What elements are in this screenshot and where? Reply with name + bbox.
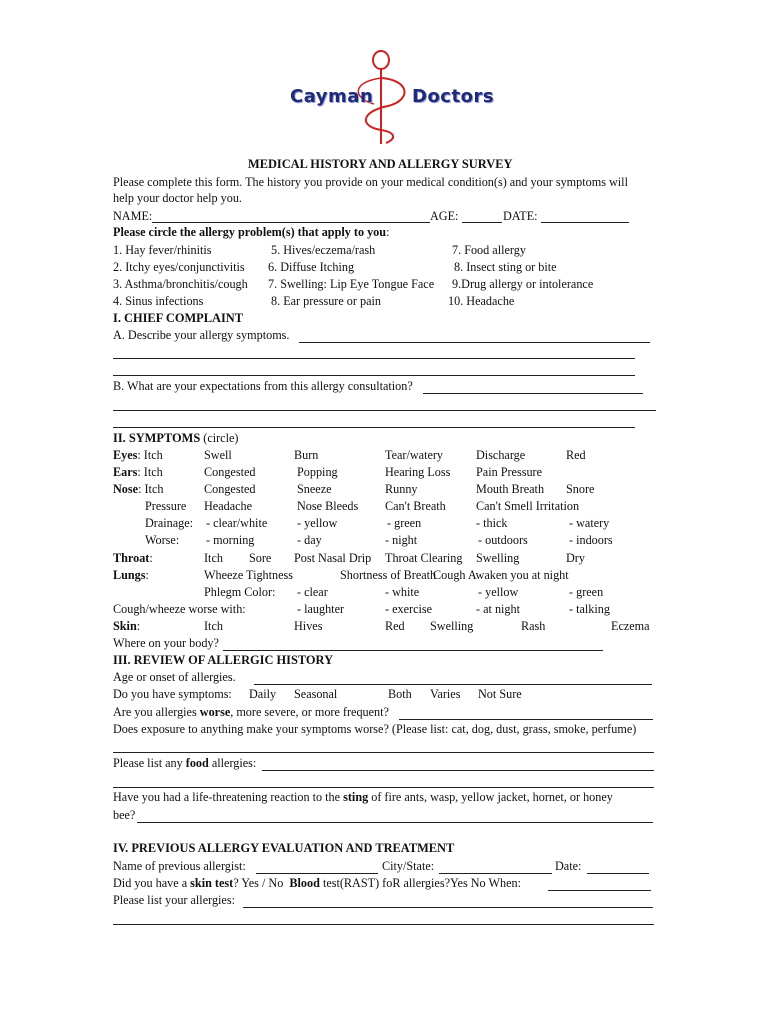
symptom-option[interactable]: - green — [387, 516, 422, 530]
describe-symptoms-field-line[interactable] — [113, 375, 635, 376]
throat-colon: : — [149, 551, 153, 565]
lungs-colon: : — [145, 568, 149, 582]
symptom-option[interactable]: Itch — [204, 619, 223, 633]
blood-test-bold: Blood — [289, 876, 320, 890]
symptom-option[interactable]: Swelling — [430, 619, 474, 633]
symptom-option[interactable]: Red — [566, 448, 586, 462]
name-label: NAME: — [113, 209, 153, 223]
list-allergies-field[interactable] — [243, 907, 653, 908]
food-allergies-label — [113, 756, 256, 771]
allergy-problem-option[interactable]: 7. Swelling: Lip Eye Tongue Face — [268, 277, 435, 291]
symptom-option[interactable]: Red — [385, 619, 405, 633]
worse-question-bold: worse — [199, 705, 231, 719]
food-allergies-field[interactable] — [262, 770, 654, 771]
page-title: MEDICAL HISTORY AND ALLERGY SURVEY — [248, 157, 513, 171]
skin-label: Skin — [113, 619, 137, 633]
date-label: DATE: — [503, 209, 538, 223]
symptom-option[interactable]: Shortness of Breath — [340, 568, 437, 582]
eyes-label: Eyes — [113, 448, 138, 462]
symptom-option[interactable]: Can't Smell Irritation — [476, 499, 580, 513]
symptom-option[interactable]: - exercise — [385, 602, 433, 616]
symptom-option[interactable]: - clear — [297, 585, 328, 599]
nose-row-label — [113, 482, 163, 497]
allergy-prompt — [113, 225, 389, 240]
food-allergies-field-line[interactable] — [113, 787, 654, 788]
allergy-problem-option[interactable]: 8. Insect sting or bite — [454, 260, 557, 274]
age-onset-label: Age or onset of allergies. — [113, 670, 236, 684]
symptom-option[interactable]: - indoors — [569, 533, 613, 547]
describe-symptoms-label: A. Describe your allergy symptoms. — [113, 328, 290, 342]
symptom-option[interactable]: : Itch — [138, 482, 164, 496]
symptom-option[interactable]: Can't Breath — [385, 499, 446, 513]
frequency-option[interactable]: Not Sure — [478, 687, 522, 701]
sting-question-post: of fire ants, wasp, yellow jacket, hornet, or honey — [368, 790, 613, 804]
allergy-problem-option[interactable]: 8. Ear pressure or pain — [271, 294, 381, 308]
allergy-problem-option[interactable]: 6. Diffuse Itching — [268, 260, 355, 274]
symptom-option[interactable]: - yellow — [478, 585, 519, 599]
lungs-label: Lungs — [113, 568, 146, 582]
worse-question — [113, 705, 389, 720]
age-field[interactable] — [462, 222, 502, 223]
frequency-option[interactable]: Daily — [249, 687, 277, 701]
symptom-option[interactable]: Swelling — [476, 551, 520, 565]
list-allergies-label: Please list your allergies: — [113, 893, 235, 907]
previous-date-label: Date: — [555, 859, 582, 873]
symptom-option[interactable]: Mouth Breath — [476, 482, 545, 496]
allergy-problem-option[interactable]: 4. Sinus infections — [113, 294, 204, 308]
allergy-problem-option[interactable]: 10. Headache — [448, 294, 515, 308]
describe-symptoms-field-line[interactable] — [113, 358, 635, 359]
blood-test-when-field[interactable] — [548, 890, 651, 891]
symptom-option[interactable]: Hearing Loss — [385, 465, 451, 479]
have-symptoms-label: Do you have symptoms: — [113, 687, 232, 701]
ears-row-label — [113, 465, 163, 480]
symptom-option[interactable]: Burn — [294, 448, 319, 462]
frequency-option[interactable]: Seasonal — [294, 687, 338, 701]
previous-eval-heading: IV. PREVIOUS ALLERGY EVALUATION AND TREATMENT — [113, 841, 455, 855]
age-label: AGE: — [430, 209, 459, 223]
symptom-option[interactable]: - yellow — [297, 516, 338, 530]
symptom-option[interactable]: Nose Bleeds — [297, 499, 359, 513]
throat-label: Throat — [113, 551, 150, 565]
sting-question-bold: sting — [343, 790, 369, 804]
phlegm-label: Phlegm Color: — [204, 585, 276, 599]
symptom-option[interactable]: Post Nasal Drip — [294, 551, 372, 565]
sting-question-pre: Have you had a life-threatening reaction to the — [113, 790, 344, 804]
previous-allergist-field[interactable] — [256, 873, 378, 874]
throat-row-label — [113, 551, 153, 566]
age-onset-field[interactable] — [254, 684, 652, 685]
symptom-option[interactable]: Runny — [385, 482, 418, 496]
symptoms-heading — [113, 431, 238, 446]
symptom-option[interactable]: Congested — [204, 465, 256, 479]
symptom-option[interactable]: Cough Awaken you at night — [433, 568, 569, 582]
skin-colon: : — [136, 619, 141, 633]
describe-symptoms-field[interactable] — [299, 342, 650, 343]
allergy-prompt-colon: : — [386, 225, 390, 239]
ears-label: Ears — [113, 465, 138, 479]
frequency-option[interactable]: Varies — [430, 687, 461, 701]
where-on-body-field[interactable] — [223, 650, 603, 651]
symptom-option[interactable]: - day — [297, 533, 322, 547]
symptom-option[interactable]: Eczema — [611, 619, 650, 633]
symptom-option[interactable]: Pressure — [145, 499, 187, 513]
symptom-option[interactable]: Throat Clearing — [385, 551, 463, 565]
review-heading: III. REVIEW OF ALLERGIC HISTORY — [113, 653, 334, 667]
logo-right-word: Doctors — [412, 86, 495, 107]
food-question-post: allergies: — [208, 756, 257, 770]
symptom-option[interactable]: - night — [385, 533, 418, 547]
symptom-option[interactable]: Wheeze Tightness — [204, 568, 294, 582]
symptom-option[interactable]: - at night — [476, 602, 521, 616]
symptom-option[interactable]: - outdoors — [478, 533, 528, 547]
symptom-option[interactable]: Itch — [204, 551, 223, 565]
sting-question-line2: bee? — [113, 808, 136, 822]
sting-question — [113, 790, 613, 805]
symptom-option[interactable]: - talking — [569, 602, 610, 616]
symptom-option[interactable]: : Itch — [137, 465, 163, 479]
symptom-option[interactable]: - white — [385, 585, 420, 599]
where-on-body-label: Where on your body? — [113, 636, 219, 650]
skin-row-label — [113, 619, 140, 634]
city-state-field[interactable] — [439, 873, 552, 874]
exposure-question: Does exposure to anything make your symptoms worse? (Please list: cat, dog, dust, grass, smoke, perfume) — [113, 722, 637, 736]
worse-question-pre: Are you allergies — [113, 705, 200, 719]
previous-date-field[interactable] — [587, 873, 649, 874]
symptom-option[interactable]: Swell — [204, 448, 232, 462]
allergy-problem-option[interactable]: 1. Hay fever/rhinitis — [113, 243, 212, 257]
city-state-label: City/State: — [382, 859, 435, 873]
expectations-field-line[interactable] — [113, 410, 656, 411]
symptoms-heading-note: (circle) — [200, 431, 239, 445]
date-field[interactable] — [541, 222, 629, 223]
sting-field[interactable] — [137, 822, 653, 823]
name-field[interactable] — [152, 222, 430, 223]
symptom-option[interactable]: Discharge — [476, 448, 526, 462]
lungs-row-label — [113, 568, 149, 583]
symptom-option[interactable]: - thick — [476, 516, 508, 530]
symptom-option[interactable]: Popping — [297, 465, 338, 479]
allergy-problem-option[interactable]: 3. Asthma/bronchitis/cough — [113, 277, 248, 291]
symptom-option[interactable]: Hives — [294, 619, 323, 633]
allergy-problem-option[interactable]: 7. Food allergy — [452, 243, 526, 257]
symptom-option[interactable]: Pain Pressure — [476, 465, 543, 479]
allergy-problem-option[interactable]: 9.Drug allergy or intolerance — [452, 277, 594, 291]
symptom-option[interactable]: Snore — [566, 482, 595, 496]
list-allergies-field-line[interactable] — [113, 924, 654, 925]
allergy-problem-option[interactable]: 2. Itchy eyes/conjunctivitis — [113, 260, 245, 274]
symptom-option[interactable]: Congested — [204, 482, 256, 496]
food-question-bold: food — [185, 756, 209, 770]
nose-label: Nose — [113, 482, 139, 496]
cough-worse-label: Cough/wheeze worse with: — [113, 602, 246, 616]
worse-question-post: , more severe, or more frequent? — [230, 705, 389, 719]
intro-line-1: Please complete this form. The history you provide on your medical condition(s) and your symptoms will — [113, 175, 628, 189]
eyes-row-label — [113, 448, 163, 463]
allergy-problem-option[interactable]: 5. Hives/eczema/rash — [271, 243, 376, 257]
drainage-label: Drainage: — [145, 516, 194, 530]
symptom-option[interactable]: - morning — [206, 533, 255, 547]
worse-label: Worse: — [145, 533, 180, 547]
expectations-label: B. What are your expectations from this allergy consultation? — [113, 379, 413, 393]
symptom-option[interactable]: Sneeze — [297, 482, 332, 496]
symptom-option[interactable]: - watery — [569, 516, 610, 530]
expectations-field[interactable] — [423, 393, 643, 394]
logo-left-word: Cayman — [290, 86, 374, 107]
chief-complaint-heading: I. CHIEF COMPLAINT — [113, 311, 243, 325]
previous-allergist-label: Name of previous allergist: — [113, 859, 246, 873]
skin-test-pre: Did you have a — [113, 876, 191, 890]
blood-test-post[interactable]: test(RAST) foR allergies?Yes No When: — [319, 876, 521, 890]
symptom-option[interactable]: - clear/white — [206, 516, 268, 530]
skin-test-bold: skin test — [190, 876, 234, 890]
symptom-option[interactable]: - laughter — [297, 602, 345, 616]
skin-test-question — [113, 876, 521, 891]
frequency-option[interactable]: Both — [388, 687, 412, 701]
allergy-prompt-text: Please circle the allergy problem(s) that apply to you — [113, 225, 387, 239]
symptom-option[interactable]: Tear/watery — [385, 448, 444, 462]
expectations-field-line[interactable] — [113, 427, 635, 428]
symptom-option[interactable]: Sore — [249, 551, 272, 565]
symptom-option[interactable]: : Itch — [137, 448, 163, 462]
symptom-option[interactable]: Dry — [566, 551, 585, 565]
intro-line-2: help your doctor help you. — [113, 191, 242, 205]
exposure-field[interactable] — [113, 752, 654, 753]
skin-test-yes-no[interactable]: ? Yes / No — [233, 876, 284, 890]
worse-question-field[interactable] — [399, 719, 653, 720]
food-question-pre: Please list any — [113, 756, 186, 770]
symptoms-heading-text: II. SYMPTOMS — [113, 431, 201, 445]
symptom-option[interactable]: Headache — [204, 499, 253, 513]
symptom-option[interactable]: - green — [569, 585, 604, 599]
symptom-option[interactable]: Rash — [521, 619, 546, 633]
